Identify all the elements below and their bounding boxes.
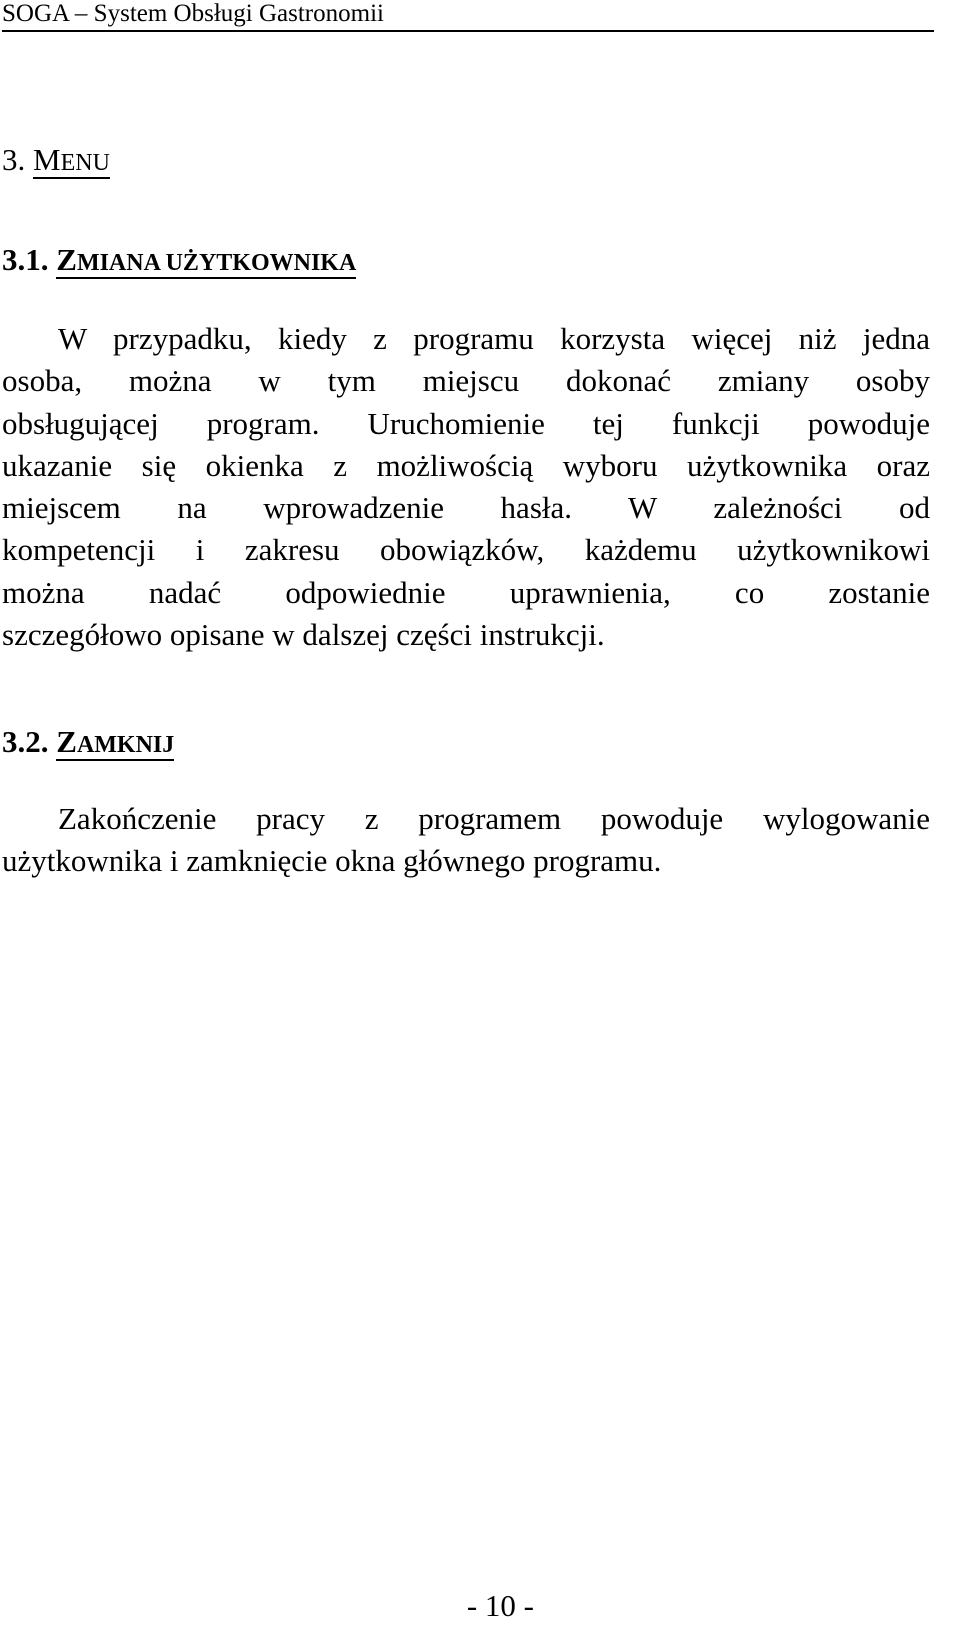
paragraph-line: kompetencji i zakresu obowiązków, każdemu użytkownikowi [2,532,930,568]
subsection-title-rest: MIANA UŻYTKOWNIKA [76,250,357,276]
subsection-heading-3-2 [2,722,174,765]
subsection-heading-3-1 [2,240,356,283]
section-title [33,142,110,179]
paragraph-line: miejscem na wprowadzenie hasła. W zależności od [2,490,930,526]
paragraph-line: ukazanie się okienka z możliwością wyboru użytkownika oraz [2,447,930,483]
subsection-number: 3.2. [2,724,49,759]
subsection-title [56,242,356,279]
subsection-title [56,724,174,761]
page-number-text: - 10 - [466,1588,534,1623]
section-title-initial: M [33,142,61,177]
paragraph-change-user [2,318,930,656]
subsection-title-initial: Z [56,242,77,277]
paragraph-line: Zakończenie pracy z programem powoduje wylogowanie [58,801,930,836]
document-title: SOGA – System Obsługi Gastronomii [2,0,384,27]
subsection-title-initial: Z [56,724,77,759]
paragraph-line: W przypadku, kiedy z programu korzysta więcej niż jedna [58,321,930,356]
paragraph-line: osoba, można w tym miejscu dokonać zmiany osoby [2,363,930,399]
subsection-number: 3.1. [2,242,49,277]
section-heading [2,140,110,183]
paragraph-close [2,798,930,883]
page-number [0,1588,960,1624]
subsection-title-rest: AMKNIJ [76,732,175,758]
paragraph-line: można nadać odpowiednie uprawnienia, co zostanie [2,574,930,610]
section-number: 3. [2,142,26,177]
paragraph-line: użytkownika i zamknięcie okna głównego programu. [2,843,662,879]
page-header [2,0,934,32]
paragraph-line: szczegółowo opisane w dalszej części instrukcji. [2,617,605,653]
paragraph-line: obsługującej program. Uruchomienie tej funkcji powoduje [2,405,930,441]
section-title-rest: ENU [60,150,110,176]
